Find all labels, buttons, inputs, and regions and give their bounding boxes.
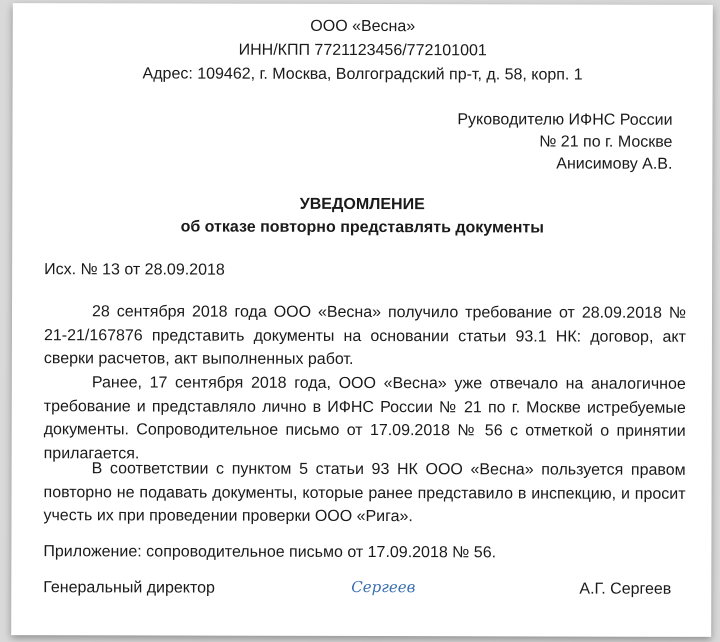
- signatory-name: А.Г. Сергеев: [579, 580, 672, 598]
- recipient-line-1: Руководителю ИФНС России: [457, 111, 673, 129]
- paragraph-2: [44, 371, 686, 467]
- paragraph-3-text: В соответствии с пунктом 5 статьи 93 НК ООО «Весна» пользуется правом повторно не подавать документы, которые ранее представило в инспекцию, и просит учесть их при проведении проверки ООО «Рига».: [43, 460, 686, 526]
- handwritten-signature: Сергеев: [351, 577, 416, 597]
- recipient-line-3: Анисимову А.В.: [556, 155, 673, 173]
- company-inn-kpp: ИНН/КПП 7721123456/772101001: [238, 41, 487, 60]
- recipient-line-2: № 21 по г. Москве: [539, 133, 673, 151]
- document-title: УВЕДОМЛЕНИЕ: [299, 195, 425, 214]
- document-subtitle: об отказе повторно представлять документы: [180, 218, 544, 237]
- paragraph-1-text: 28 сентября 2018 года ООО «Весна» получило требование от 28.09.2018 № 21-21/167876 представить документы на основании статьи 93.1 НК: договор, акт сверки расчетов, акт выполненных работ.: [43, 303, 687, 369]
- outgoing-reference: Исх. № 13 от 28.09.2018: [44, 261, 225, 279]
- company-address: Адрес: 109462, г. Москва, Волгоградский пр-т, д. 58, корп. 1: [142, 65, 583, 84]
- signatory-position: Генеральный директор: [43, 579, 215, 597]
- attachment-note: Приложение: сопроводительное письмо от 17.09.2018 № 56.: [43, 543, 497, 562]
- document-page: [11, 3, 713, 637]
- paragraph-2-text: Ранее, 17 сентября 2018 года, ООО «Весна» уже отвечало на аналогичное требование и представляло лично в ИФНС России № 21 по г. Москве истребуемые документы. Сопроводительное письмо от 17.09.2018 № 56 с отметкой о принятии прилагается.: [43, 374, 686, 463]
- company-name: ООО «Весна»: [310, 17, 416, 36]
- paragraph-3: [43, 457, 685, 530]
- paragraph-1: [44, 300, 686, 373]
